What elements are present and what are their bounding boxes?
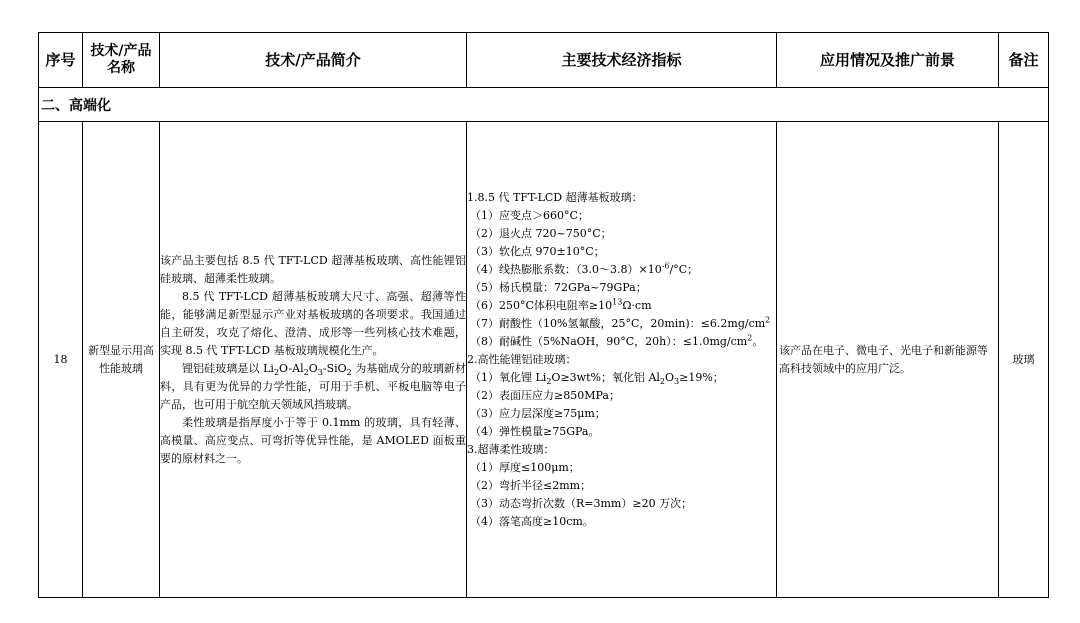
intro-p3-text-a: 锂铝硅玻璃是以 Li xyxy=(182,361,274,375)
spec-sup: -6 xyxy=(661,260,670,270)
intro-p3-text-b: O-Al xyxy=(279,361,304,375)
spec-item: （1）应变点＞660°C； xyxy=(470,208,589,222)
spec-sub: 2 xyxy=(546,376,552,386)
header-application-prospects: 应用情况及推广前景 xyxy=(777,33,999,88)
spec-item: （2）弯折半径≤2mm； xyxy=(470,478,592,492)
spec-group-3-title: 3.超薄柔性玻璃： xyxy=(467,442,555,456)
spec-group-1-title: 1.8.5 代 TFT-LCD 超薄基板玻璃： xyxy=(467,190,643,204)
header-product-name: 技术/产品名称 xyxy=(83,33,160,88)
spec-group-2-title: 2.高性能锂铝硅玻璃： xyxy=(467,352,577,366)
spec-text: （1）氧化锂 Li xyxy=(470,370,547,384)
intro-p3-sub-1: 2 xyxy=(273,367,280,377)
spec-item xyxy=(467,315,776,333)
section-row xyxy=(39,88,1049,122)
spec-item xyxy=(467,333,776,351)
spec-item xyxy=(467,369,776,387)
product-table xyxy=(38,32,1049,598)
spec-text: （4）线热膨胀系数：（3.0～3.8）×10 xyxy=(470,262,662,276)
row-serial-number: 18 xyxy=(39,122,83,598)
header-key-indicators: 主要技术经济指标 xyxy=(467,33,777,88)
row-application-prospects: 该产品在电子、微电子、光电子和新能源等高科技领域中的应用广泛。 xyxy=(777,122,999,598)
spec-text: O≥3wt%；氧化铝 Al xyxy=(551,370,660,384)
spec-text: （6）250°C体积电阻率≥10 xyxy=(470,298,613,312)
spec-text: Ω·cm xyxy=(622,298,652,312)
header-remarks: 备注 xyxy=(999,33,1049,88)
spec-item: （3）软化点 970±10°C； xyxy=(470,244,605,258)
header-serial-number: 序号 xyxy=(39,33,83,88)
intro-p3-sub-4: 2 xyxy=(346,367,352,377)
row-product-intro xyxy=(160,122,467,598)
section-title: 二、高端化 xyxy=(39,88,1049,122)
spec-item: （2）退火点 720~750°C； xyxy=(470,226,612,240)
spec-sup: 2 xyxy=(747,332,753,342)
spec-item: （2）表面压应力≥850MPa； xyxy=(470,388,620,402)
intro-paragraph-4: 柔性玻璃是指厚度小于等于 0.1mm 的玻璃，具有轻薄、高模量、高应变点、可弯折等优异性能，是 AMOLED 面板重要的原材料之一。 xyxy=(160,415,466,465)
spec-item: （5）杨氏模量：72GPa~79GPa； xyxy=(470,280,647,294)
spec-item xyxy=(467,297,776,315)
spec-item: （4）落笔高度≥10cm。 xyxy=(470,514,594,528)
intro-p3-sub-3: 3 xyxy=(317,367,323,377)
spec-text: （7）耐酸性（10%氢氟酸，25°C，20min)：≤6.2mg/cm xyxy=(470,316,766,330)
intro-p3-text-d: -SiO xyxy=(322,361,347,375)
intro-paragraph-2: 8.5 代 TFT-LCD 超薄基板玻璃大尺寸、高强、超薄等性能，能够满足新型显示产业对基板玻璃的各项要求。我国通过自主研发，攻克了熔化、澄清、成形等一些列核心技术难题，实现 8.5 代 TFT-LCD 基板玻璃规模化生产。 xyxy=(160,289,466,357)
spec-sup: 13 xyxy=(612,296,623,306)
intro-p3-sub-2: 2 xyxy=(303,367,309,377)
spec-item xyxy=(467,261,776,279)
spec-text: ≥19%； xyxy=(679,370,724,384)
spec-sub: 3 xyxy=(674,376,680,386)
spec-text: /°C； xyxy=(669,262,699,276)
row-remarks: 玻璃 xyxy=(999,122,1049,598)
spec-sub: 2 xyxy=(659,376,665,386)
row-key-indicators xyxy=(467,122,777,598)
spec-text: （8）耐碱性（5%NaOH，90°C，20h）：≤1.0mg/cm xyxy=(470,334,748,348)
spec-item: （1）厚度≤100μm； xyxy=(470,460,580,474)
spec-item: （3）应力层深度≥75μm； xyxy=(470,406,606,420)
spec-sup: 2 xyxy=(765,314,771,324)
header-product-intro: 技术/产品简介 xyxy=(160,33,467,88)
row-product-name: 新型显示用高性能玻璃 xyxy=(83,122,160,598)
spec-text: O xyxy=(665,370,675,384)
intro-p3-text-c: O xyxy=(308,361,318,375)
table-row xyxy=(39,122,1049,598)
intro-paragraph-3 xyxy=(160,360,466,414)
intro-p3-text-e: 为基础成分的玻璃新材料，具有更为优异的力学性能，可用于手机、平板电脑等电子产品，也可用于航空航天领域风挡玻璃。 xyxy=(160,361,467,411)
spec-text: 。 xyxy=(752,334,764,348)
intro-paragraph-1: 该产品主要包括 8.5 代 TFT-LCD 超薄基板玻璃、高性能锂铝硅玻璃、超薄柔性玻璃。 xyxy=(160,253,466,285)
spec-item: （4）弹性模量≥75GPa。 xyxy=(470,424,600,438)
spec-item: （3）动态弯折次数（R=3mm）≥20 万次； xyxy=(470,496,693,510)
header-row xyxy=(39,33,1049,88)
